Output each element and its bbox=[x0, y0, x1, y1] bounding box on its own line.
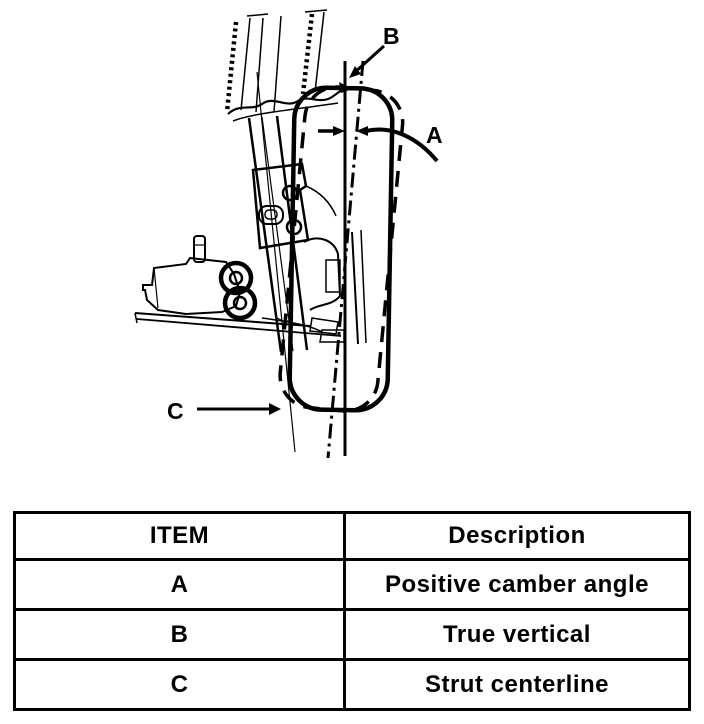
label-a: A bbox=[426, 122, 443, 148]
stabilizer-bushings bbox=[221, 263, 255, 318]
brake-caliper bbox=[304, 186, 366, 344]
col-header-description: Description bbox=[345, 513, 690, 560]
table-row-b bbox=[15, 610, 690, 660]
label-c-arrow bbox=[197, 403, 281, 415]
table-row-a bbox=[15, 560, 690, 610]
item-cell-a: A bbox=[15, 560, 345, 610]
label-b-arrow bbox=[349, 46, 384, 78]
item-table bbox=[13, 511, 691, 711]
col-header-item: ITEM bbox=[15, 513, 345, 560]
description-cell-b: True vertical bbox=[345, 610, 690, 660]
table-row-c bbox=[15, 660, 690, 710]
item-cell-c: C bbox=[15, 660, 345, 710]
camber-angle-indicator bbox=[318, 126, 437, 161]
label-b: B bbox=[383, 23, 400, 49]
item-cell-b: B bbox=[15, 610, 345, 660]
table-header-row bbox=[15, 513, 690, 560]
description-cell-a: Positive camber angle bbox=[345, 560, 690, 610]
description-cell-c: Strut centerline bbox=[345, 660, 690, 710]
label-c: C bbox=[167, 398, 184, 424]
